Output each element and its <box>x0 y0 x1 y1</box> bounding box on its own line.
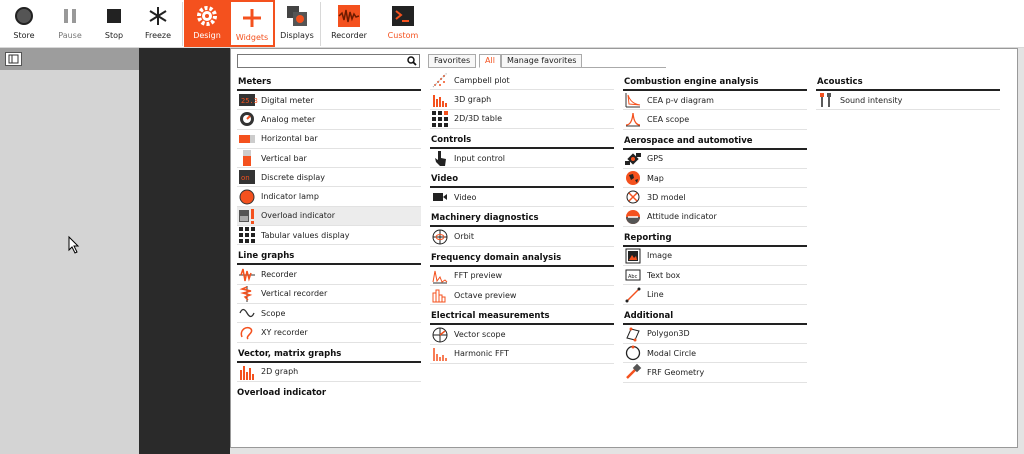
orbit-icon <box>432 229 448 245</box>
widget-item-label: Text box <box>647 270 681 280</box>
widget-item-label: Vertical recorder <box>261 289 328 299</box>
category-header: Video <box>430 171 614 188</box>
custom-button[interactable]: Custom <box>378 0 428 47</box>
overload-indicator-icon <box>239 208 255 224</box>
toolbar-divider <box>182 2 183 46</box>
digital-meter-icon <box>239 92 258 108</box>
cea-scope-icon <box>625 111 641 127</box>
widget-item-label: CEA p-v diagram <box>647 95 714 105</box>
widget-item-tabular-values-display[interactable] <box>237 226 421 245</box>
svg-text:25.3: 25.3 <box>241 97 258 106</box>
widget-item-label: Map <box>647 173 664 183</box>
terminal-icon <box>392 0 414 31</box>
widget-item-label: Analog meter <box>261 114 316 124</box>
widget-item-3d-model[interactable] <box>623 188 807 207</box>
category-header: Controls <box>430 132 614 149</box>
campbell-plot-icon <box>432 72 448 88</box>
freeze-button[interactable]: Freeze <box>135 0 181 47</box>
3d-graph-icon <box>432 91 448 107</box>
widget-item-label: 2D/3D table <box>454 114 502 124</box>
widget-item-vertical-bar[interactable] <box>237 149 421 168</box>
widget-item-cea-p-v-diagram[interactable] <box>623 91 807 110</box>
widget-item-label: GPS <box>647 154 664 164</box>
polygon3d-icon <box>625 326 641 342</box>
input-control-icon <box>432 150 448 166</box>
widget-item-label: Octave preview <box>454 290 517 300</box>
2d-graph-icon <box>239 364 255 380</box>
category-header: Electrical measurements <box>430 308 614 325</box>
widget-item-map[interactable] <box>623 169 807 188</box>
snowflake-icon <box>148 0 168 31</box>
widget-item-label: Attitude indicator <box>647 212 717 222</box>
widget-column <box>430 71 614 364</box>
record-icon <box>14 0 34 31</box>
widget-item-label: Input control <box>454 153 505 163</box>
cea-pv-diagram-icon <box>625 92 641 108</box>
widgets-popup <box>230 48 1018 448</box>
category-header: Reporting <box>623 230 807 247</box>
sound-intensity-icon <box>818 92 834 108</box>
gps-icon <box>625 151 641 167</box>
tab-manage-favorites[interactable]: Manage favorites <box>501 54 582 68</box>
widget-item-harmonic-fft[interactable] <box>430 345 614 364</box>
widget-item-label: Sound intensity <box>840 95 903 105</box>
plus-icon <box>242 2 262 33</box>
widget-item-label: Polygon3D <box>647 329 690 339</box>
category-header: Combustion engine analysis <box>623 74 807 91</box>
widget-item-label: Digital meter <box>261 95 314 105</box>
map-icon <box>625 170 641 186</box>
selected-widget-title: Overload indicator <box>237 388 327 398</box>
widget-item-xy-recorder[interactable] <box>237 323 421 342</box>
octave-preview-icon <box>432 287 448 303</box>
widget-item-overload-indicator[interactable] <box>237 207 421 226</box>
waveform-icon <box>338 0 360 31</box>
widget-item-fft-preview[interactable] <box>430 267 614 286</box>
widget-item-recorder[interactable] <box>237 265 421 284</box>
widget-item-attitude-indicator[interactable] <box>623 207 807 226</box>
widget-item-image[interactable] <box>623 247 807 266</box>
widget-item-label: Scope <box>261 308 286 318</box>
widget-item-label: Video <box>454 192 477 202</box>
widget-item-label: Overload indicator <box>261 211 336 221</box>
widget-item-vector-scope[interactable] <box>430 325 614 344</box>
widget-item-label: Orbit <box>454 232 475 242</box>
2d-3d-table-icon <box>432 111 448 127</box>
widget-column <box>816 71 1000 110</box>
widget-item-label: XY recorder <box>261 327 308 337</box>
text-box-icon <box>625 267 641 283</box>
design-button[interactable]: Design <box>184 0 230 47</box>
widget-item-label: Image <box>647 251 673 261</box>
widget-item-label: Discrete display <box>261 172 325 182</box>
widget-item-3d-graph[interactable] <box>430 90 614 109</box>
category-header: Machinery diagnostics <box>430 210 614 227</box>
widget-item-orbit[interactable] <box>430 227 614 246</box>
widget-item-label: CEA scope <box>647 114 690 124</box>
pause-button[interactable]: Pause <box>47 0 93 47</box>
attitude-indicator-icon <box>625 209 641 225</box>
widget-item-label: Campbell plot <box>454 75 510 85</box>
category-header: Line graphs <box>237 248 421 265</box>
widget-item-campbell-plot[interactable] <box>430 71 614 90</box>
recorder-button[interactable]: Recorder <box>324 0 374 47</box>
canvas-area <box>139 48 230 454</box>
widgets-button[interactable]: Widgets <box>229 0 275 47</box>
search-input[interactable] <box>237 54 420 68</box>
gear-icon <box>197 0 217 31</box>
widget-column <box>623 71 807 383</box>
frf-geometry-icon <box>625 364 641 380</box>
vector-scope-icon <box>432 327 448 343</box>
widget-item-label: Modal Circle <box>647 348 697 358</box>
widget-item-sound-intensity[interactable] <box>816 91 1000 110</box>
widget-item-analog-meter[interactable] <box>237 110 421 129</box>
toolbar <box>0 0 1024 48</box>
widget-item-digital-meter[interactable] <box>237 91 421 110</box>
widget-item-label: Vector scope <box>454 330 506 340</box>
discrete-display-icon <box>239 169 255 185</box>
widget-item-frf-geometry[interactable] <box>623 363 807 382</box>
tab-underline <box>582 67 666 68</box>
horizontal-bar-icon <box>239 131 255 147</box>
panel-toggle-button[interactable] <box>5 52 22 66</box>
tab-all[interactable]: All <box>479 54 501 68</box>
xy-recorder-icon <box>239 324 255 340</box>
widget-item-vertical-recorder[interactable] <box>237 285 421 304</box>
widget-item-input-control[interactable] <box>430 149 614 168</box>
displays-icon <box>286 0 308 31</box>
widget-item-label: 2D graph <box>261 367 299 377</box>
mouse-cursor-icon <box>68 236 80 256</box>
toolbar-divider <box>320 2 321 46</box>
stop-icon <box>104 0 124 31</box>
widget-item-label: FRF Geometry <box>647 367 705 377</box>
widget-item-label: Indicator lamp <box>261 192 319 202</box>
widget-item-label: Horizontal bar <box>261 134 318 144</box>
widget-item-label: Line <box>647 290 664 300</box>
category-header: Vector, matrix graphs <box>237 346 421 363</box>
analog-meter-icon <box>239 111 255 127</box>
widget-item-scope[interactable] <box>237 304 421 323</box>
tab-favorites[interactable]: Favorites <box>428 54 476 68</box>
widget-item-polygon3d[interactable] <box>623 325 807 344</box>
stop-button[interactable]: Stop <box>91 0 137 47</box>
vertical-recorder-icon <box>239 286 255 302</box>
indicator-lamp-icon <box>239 189 255 205</box>
widget-item-gps[interactable] <box>623 150 807 169</box>
widget-item-label: Tabular values display <box>261 230 350 240</box>
vertical-bar-icon <box>239 150 255 166</box>
search-icon <box>407 56 417 66</box>
category-header: Additional <box>623 308 807 325</box>
category-header: Acoustics <box>816 74 1000 91</box>
recorder-icon <box>239 267 255 283</box>
widget-item-2d-3d-table[interactable] <box>430 110 614 129</box>
svg-text:Abc: Abc <box>628 274 638 281</box>
widget-item-text-box[interactable] <box>623 266 807 285</box>
harmonic-fft-icon <box>432 346 448 362</box>
3d-model-icon <box>625 189 641 205</box>
tabular-values-icon <box>239 227 255 243</box>
pause-icon <box>60 0 80 31</box>
modal-circle-icon <box>625 345 641 361</box>
widget-item-cea-scope[interactable] <box>623 110 807 129</box>
category-header: Meters <box>237 74 421 91</box>
fft-preview-icon <box>432 268 448 284</box>
widget-item-video[interactable] <box>430 188 614 207</box>
widget-item-label: 3D graph <box>454 94 492 104</box>
store-button[interactable]: Store <box>1 0 47 47</box>
widget-item-line[interactable] <box>623 285 807 304</box>
widget-item-modal-circle[interactable] <box>623 344 807 363</box>
widget-item-label: Vertical bar <box>261 153 307 163</box>
widget-item-2d-graph[interactable] <box>237 363 421 382</box>
panel-icon <box>6 53 21 65</box>
widget-item-label: 3D model <box>647 192 686 202</box>
widget-item-horizontal-bar[interactable] <box>237 130 421 149</box>
video-icon <box>432 189 448 205</box>
widget-item-label: Recorder <box>261 270 297 280</box>
widget-item-discrete-display[interactable] <box>237 168 421 187</box>
image-icon <box>625 248 641 264</box>
category-header: Aerospace and automotive <box>623 133 807 150</box>
displays-button[interactable]: Displays <box>274 0 320 47</box>
widget-column <box>237 71 421 382</box>
widget-item-indicator-lamp[interactable] <box>237 187 421 206</box>
scope-icon <box>239 305 255 321</box>
line-icon <box>625 287 641 303</box>
widget-item-label: Harmonic FFT <box>454 349 509 359</box>
svg-text:on: on <box>241 174 250 183</box>
category-header: Frequency domain analysis <box>430 250 614 267</box>
widget-item-octave-preview[interactable] <box>430 286 614 305</box>
widget-item-label: FFT preview <box>454 271 503 281</box>
